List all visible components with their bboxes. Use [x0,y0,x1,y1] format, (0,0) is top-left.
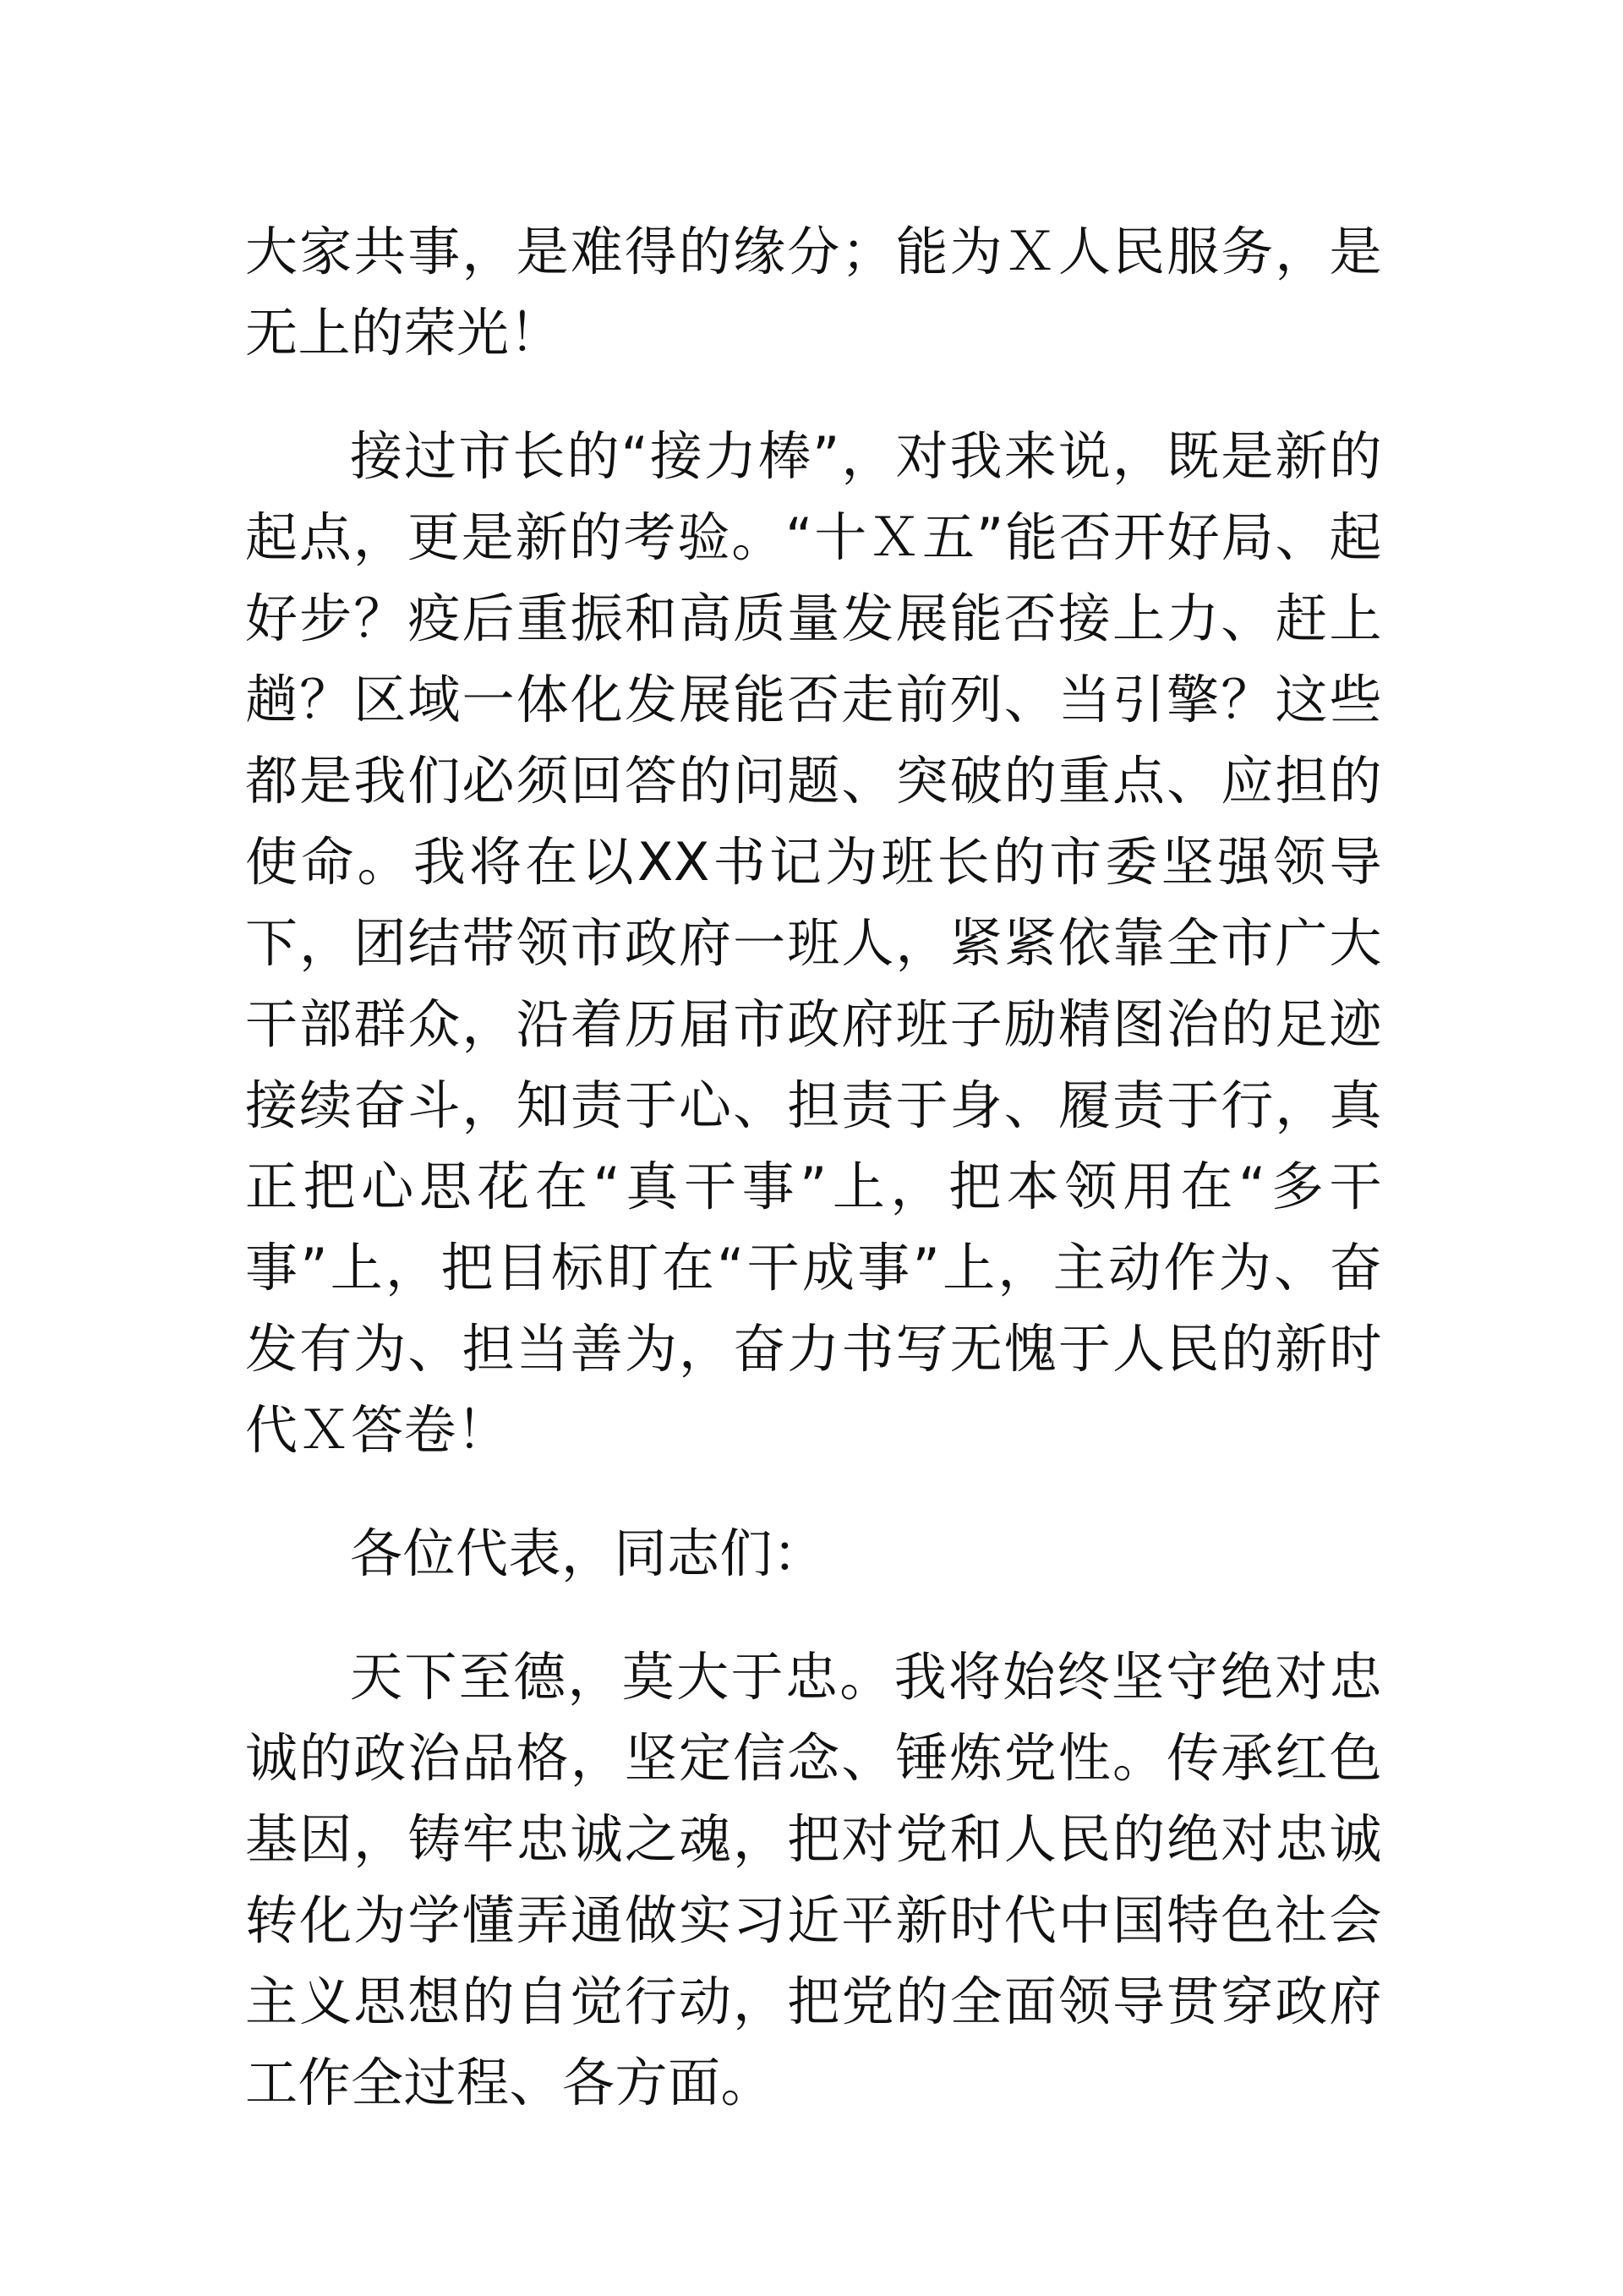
paragraph-salutation: 各位代表，同志们： [350,1522,826,1584]
document-page [245,211,1382,2166]
paragraph-continuation: 大家共事，是难得的缘分；能为Ｘ人民服务，是无上的荣光！ [245,221,1382,364]
paragraph-loyalty: 天下至德，莫大于忠。我将始终坚守绝对忠诚的政治品格，坚定信念、锤炼党性。传承红色基因，铸牢忠诚之魂，把对党和人民的绝对忠诚转化为学懂弄通做实习近平新时代中国特色社会主义思想的自觉行动，把党的全面领导贯穿政府工作全过程、各方面。 [245,1646,1382,2113]
paragraph-relay-baton: 接过市长的“接力棒”，对我来说，既是新的起点，更是新的考验。“十Ｘ五”能否开好局、起好步？疫后重振和高质量发展能否接上力、赶上趟？区域一体化发展能否走前列、当引擎？这些都是我们必须回答的问题、突破的重点、应担的使命。我将在以XX书记为班长的市委坚强领导下，团结带领市政府一班人，紧紧依靠全市广大干部群众，沿着历届市政府班子励精图治的足迹接续奋斗，知责于心、担责于身、履责于行，真正把心思花在“真干事”上，把本领用在“多干事”上，把目标盯在“干成事”上，主动作为、奋发有为、担当善为，奋力书写无愧于人民的新时代Ｘ答卷！ [245,425,1382,1461]
